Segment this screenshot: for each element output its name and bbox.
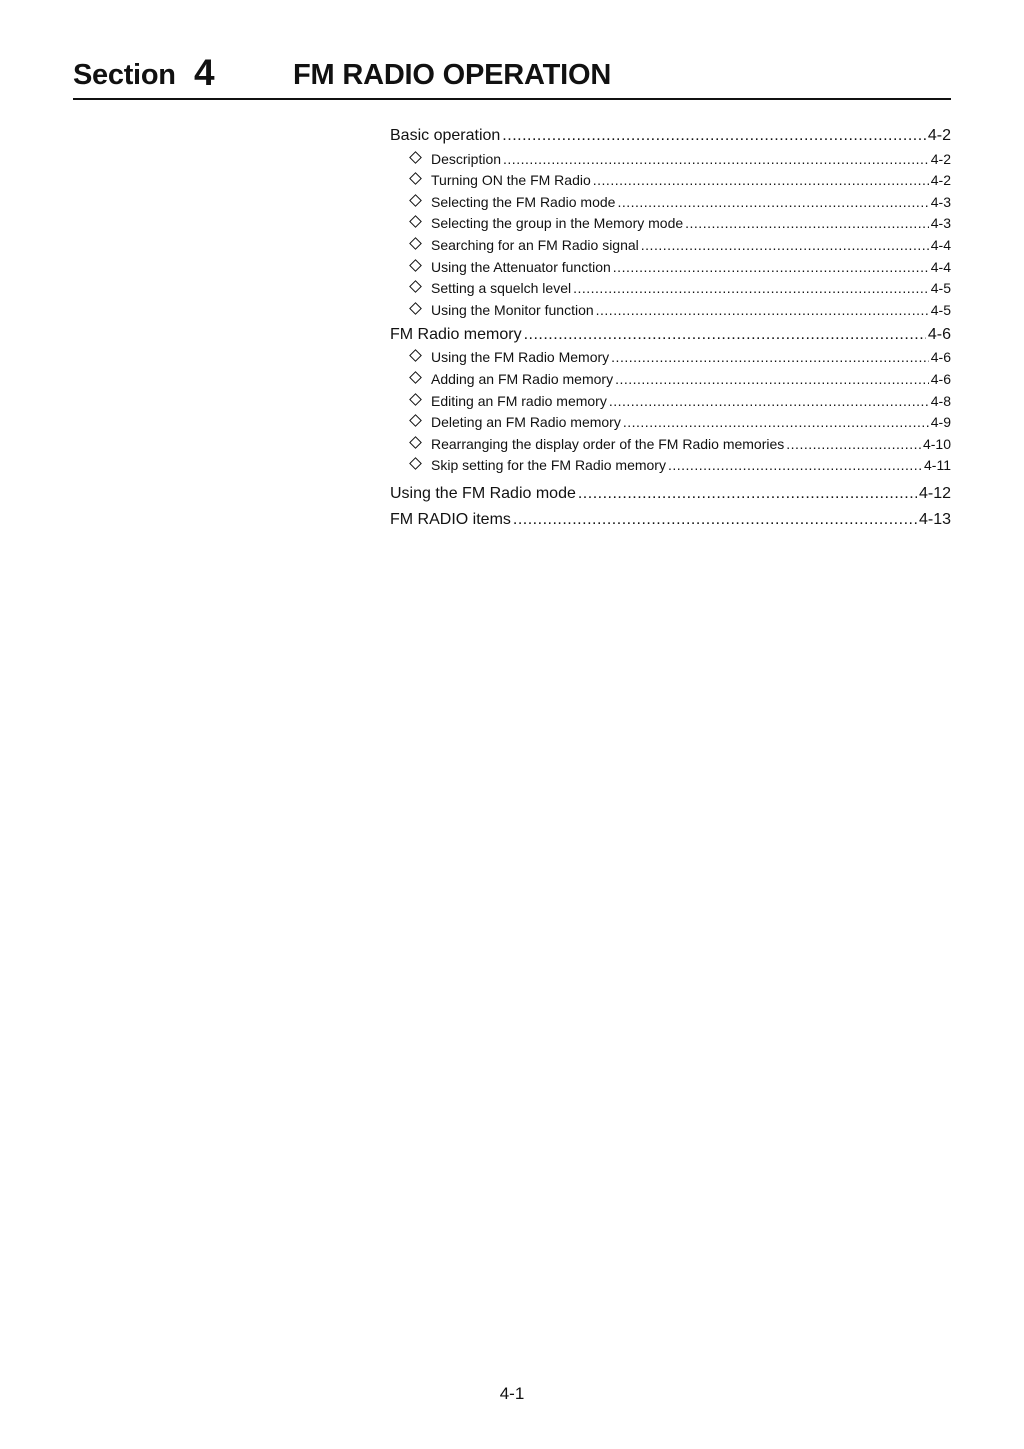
toc-subentry-label: Rearranging the display order of the FM Radio memories (431, 435, 785, 452)
toc-subentry-page: 4-3 (930, 215, 951, 232)
toc-subentry-label: Selecting the FM Radio mode (431, 193, 616, 210)
toc-subentry[interactable] (390, 275, 951, 297)
toc-leader-dots (668, 457, 922, 473)
toc-leader-dots (503, 151, 929, 167)
toc-subentry-label: Setting a squelch level (431, 280, 572, 297)
diamond-bullet-icon (409, 302, 422, 315)
toc-subentry-page: 4-4 (930, 258, 951, 275)
toc-subentry-label: Searching for an FM Radio signal (431, 236, 639, 253)
section-number: 4 (194, 52, 215, 93)
toc-subentry[interactable] (390, 167, 951, 189)
toc-leader-dots (623, 414, 929, 430)
toc-subentry-label: Skip setting for the FM Radio memory (431, 457, 666, 474)
toc-entry[interactable] (390, 319, 951, 344)
diamond-bullet-icon (409, 457, 422, 470)
toc-subentry[interactable] (390, 188, 951, 210)
toc-subentry-page: 4-10 (922, 435, 951, 452)
toc-subentry[interactable] (390, 430, 951, 452)
toc-leader-dots (615, 371, 929, 387)
diamond-bullet-icon (409, 349, 422, 362)
toc-subentry-label: Selecting the group in the Memory mode (431, 215, 684, 232)
toc-subentry-label: Using the FM Radio Memory (431, 349, 610, 366)
diamond-bullet-icon (409, 151, 422, 164)
section-label: Section (73, 59, 176, 91)
toc-subentry[interactable] (390, 210, 951, 232)
diamond-bullet-icon (409, 237, 422, 250)
toc-leader-dots (641, 237, 929, 253)
diamond-bullet-icon (409, 371, 422, 384)
toc-leader-dots (685, 215, 929, 231)
toc-leader-dots (578, 485, 917, 503)
toc-leader-dots (609, 393, 929, 409)
toc-leader-dots (596, 302, 929, 318)
toc-entry-label: FM RADIO items (390, 511, 511, 529)
toc-leader-dots (593, 172, 929, 188)
toc-subentry-page: 4-11 (924, 457, 951, 474)
toc-subentry-label: Turning ON the FM Radio (431, 172, 591, 189)
toc-entry[interactable] (390, 478, 951, 503)
toc-leader-dots (786, 436, 921, 452)
toc-entry-page: 4-13 (918, 511, 951, 529)
diamond-bullet-icon (409, 259, 422, 272)
diamond-bullet-icon (409, 194, 422, 207)
toc-leader-dots (513, 511, 917, 529)
toc-entry-label: Using the FM Radio mode (390, 485, 576, 503)
toc-entry-page: 4-6 (927, 325, 951, 343)
diamond-bullet-icon (409, 280, 422, 293)
toc-subentry-page: 4-4 (930, 236, 951, 253)
toc-subentry-label: Editing an FM radio memory (431, 392, 607, 409)
toc-entry-label: FM Radio memory (390, 325, 522, 343)
toc-subentry[interactable] (390, 145, 951, 167)
toc-leader-dots (613, 259, 929, 275)
toc-subentry[interactable] (390, 253, 951, 275)
diamond-bullet-icon (409, 216, 422, 229)
toc-leader-dots (611, 349, 929, 365)
toc-subentry-page: 4-6 (930, 370, 951, 387)
toc-subentry-label: Adding an FM Radio memory (431, 370, 614, 387)
toc-subentry-page: 4-5 (930, 301, 951, 318)
page-title: FM RADIO OPERATION (293, 59, 612, 91)
toc-subentry-page: 4-9 (930, 414, 951, 431)
toc-subentry-page: 4-2 (930, 150, 951, 167)
table-of-contents (390, 119, 951, 529)
toc-leader-dots (617, 194, 928, 210)
toc-subentry-label: Using the Monitor function (431, 301, 594, 318)
toc-subentry[interactable] (390, 296, 951, 318)
toc-leader-dots (524, 326, 926, 344)
toc-subentry[interactable] (390, 231, 951, 253)
section-header (73, 52, 951, 100)
toc-entry-label: Basic operation (390, 127, 501, 144)
diamond-bullet-icon (409, 172, 422, 185)
toc-entry-page: 4-2 (927, 127, 951, 144)
toc-subentry-page: 4-5 (930, 280, 951, 297)
toc-entry[interactable] (390, 120, 951, 145)
page-number: 4-1 (499, 1384, 525, 1403)
toc-subentry-label: Using the Attenuator function (431, 258, 611, 275)
toc-entry[interactable] (390, 504, 951, 529)
toc-subentry-page: 4-8 (930, 392, 951, 409)
toc-subentry-page: 4-6 (930, 349, 951, 366)
toc-subentry[interactable] (390, 409, 951, 431)
toc-subentry[interactable] (390, 365, 951, 387)
toc-leader-dots (573, 280, 929, 296)
toc-subentry[interactable] (390, 387, 951, 409)
toc-subentry-label: Description (431, 150, 502, 167)
diamond-bullet-icon (409, 436, 422, 449)
toc-subentry-page: 4-3 (930, 193, 951, 210)
diamond-bullet-icon (409, 393, 422, 406)
toc-leader-dots (502, 127, 926, 145)
toc-subentry[interactable] (390, 344, 951, 366)
toc-subentry[interactable] (390, 452, 951, 474)
toc-entry-page: 4-12 (918, 485, 951, 503)
toc-subentry-page: 4-2 (930, 172, 951, 189)
toc-subentry-label: Deleting an FM Radio memory (431, 414, 621, 431)
diamond-bullet-icon (409, 414, 422, 427)
